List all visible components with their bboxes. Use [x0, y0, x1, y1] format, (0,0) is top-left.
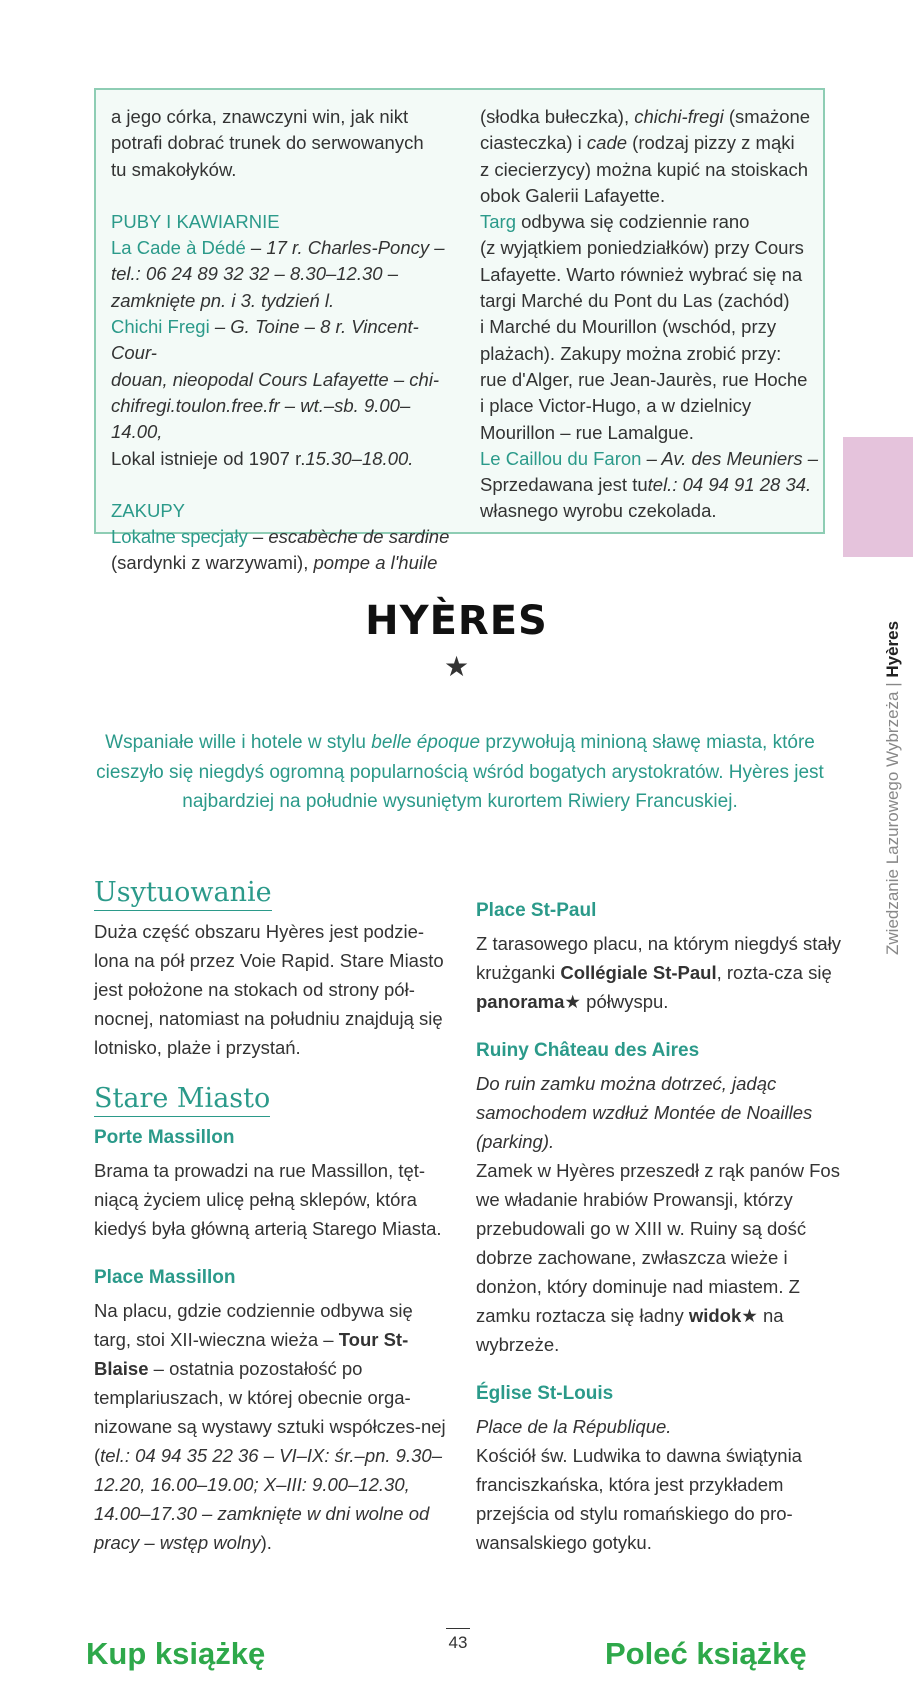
info-line: [111, 314, 451, 367]
page-title: HYÈRES: [365, 598, 548, 644]
info-text-italic: zamknięte pn. i 3. tydzień l.: [111, 289, 335, 311]
body-left-column: [94, 876, 454, 1557]
info-text-italic: pompe a l'huile: [313, 552, 438, 574]
info-text-italic: chichi-fregi: [634, 106, 724, 127]
info-line: [111, 288, 451, 314]
eglise-italic-text: [476, 1412, 846, 1441]
info-line: [480, 288, 820, 314]
stpaul-text-bold: Collégiale St-Paul: [560, 962, 717, 983]
info-text-italic: – 17 r. Charles-Poncy –: [245, 237, 445, 259]
info-line: [480, 446, 820, 472]
subheading-porte-massillon: Porte Massillon: [94, 1127, 235, 1148]
info-line: [480, 393, 820, 419]
info-section-heading: ZAKUPY: [111, 499, 186, 521]
star-rating-icon: ★: [443, 651, 470, 682]
info-text: targi Marché du Pont du Las (zachód): [480, 290, 790, 312]
intro-text-b: przywołują minioną sławę miasta, które cieszyło się niegdyś ogromną popularnością wśród bogatych arystokratów. Hyères jest najbardziej na południe wysuniętym kurortem Riwiery Francuskiej.: [96, 732, 824, 812]
body-right-column: [476, 896, 846, 1557]
info-place-name: Targ: [480, 211, 516, 233]
info-line: [480, 235, 820, 261]
subheading-place-st-paul: Place St-Paul: [476, 900, 597, 921]
info-text: własnego wyrobu czekolada.: [480, 500, 717, 522]
ruiny-text-italic: Do ruin zamku można dotrzeć, jadąc samochodem wzdłuż Montée de Noailles (parking).: [476, 1073, 813, 1152]
info-text: i place Victor-Hugo, a w dzielnicy: [480, 395, 752, 417]
info-text: plażach). Zakupy można zrobić przy:: [480, 342, 782, 364]
info-line: [480, 130, 820, 156]
info-line: [480, 262, 820, 288]
info-box-left-column: [111, 104, 451, 577]
info-line: [111, 235, 451, 261]
info-line: [480, 104, 820, 130]
section-heading-usytuowanie: Usytuowanie: [94, 876, 272, 911]
info-line: [111, 550, 451, 576]
info-line: [111, 498, 451, 524]
info-line: [111, 261, 451, 287]
info-text: z ciecierzycy) można kupić na stoiskach: [480, 158, 808, 180]
info-box: [94, 88, 825, 574]
line-gap: [111, 472, 451, 498]
info-text: (sardynki z warzywami),: [111, 552, 314, 574]
info-line: [480, 341, 820, 367]
ruiny-italic-text: [476, 1069, 846, 1156]
info-line: [111, 209, 451, 235]
info-text-italic: douan, nieopodal Cours Lafayette – chi-: [111, 368, 440, 390]
page-number: 43: [446, 1628, 470, 1653]
intro-text-a: Wspaniałe wille i hotele w stylu: [105, 732, 372, 753]
porte-massillon-text: Brama ta prowadzi na rue Massillon, tęt-niącą życiem ulicę pełną sklepów, która kiedyś była główną arterią Starego Miasta.: [94, 1160, 442, 1239]
info-text-italic: 15.30–18.00.: [305, 447, 414, 469]
info-text: (z wyjątkiem poniedziałków) przy Cours: [480, 237, 804, 259]
info-line: [111, 157, 451, 183]
info-place-name: Chichi Fregi: [111, 316, 210, 338]
ruiny-text: [476, 1156, 846, 1359]
info-text: Lafayette. Warto również wybrać się na: [480, 263, 803, 285]
info-line: [480, 183, 820, 209]
info-text: potrafi dobrać trunek do serwowanych: [111, 132, 424, 154]
running-header-section: Zwiedzanie Lazurowego Wybrzeża: [883, 691, 902, 955]
info-line: [111, 393, 451, 446]
ruiny-text-a: Zamek w Hyères przeszedł z rąk panów Fos we władanie hrabiów Prowansji, którzy przebudowali go w XIII w. Ruiny są dość dobrze zachowane, zwłaszcza wieże i donżon, który dominuje nad miastem. Z zamku roztacza się ładny: [476, 1160, 840, 1326]
place-st-paul-text: [476, 929, 846, 1016]
info-text: Mourillon – rue Lamalgue.: [480, 421, 694, 443]
recommend-book-link[interactable]: Poleć książkę: [605, 1636, 807, 1671]
eglise-text: Kościół św. Ludwika to dawna świątynia franciszkańska, która jest przykładem przejścia od stylu romańskiego do pro-wansalskiego gotyku.: [476, 1445, 802, 1553]
info-text: obok Galerii Lafayette.: [480, 184, 666, 206]
info-text: –: [247, 526, 269, 548]
subheading-eglise-st-louis: Église St-Louis: [476, 1383, 614, 1404]
place-massillon-text: [94, 1296, 454, 1557]
info-line: [480, 314, 820, 340]
ruiny-text-bold: widok: [688, 1305, 742, 1326]
info-text: Lokal istnieje od 1907 r.: [111, 447, 306, 469]
info-text: (słodka bułeczka),: [480, 106, 635, 127]
chapter-tab: [843, 437, 913, 557]
stpaul-text-a: Z tarasowego placu, na którym niegdyś stały krużganki: [476, 933, 842, 983]
star-icon: ★: [741, 1305, 758, 1326]
intro-paragraph: [90, 728, 830, 817]
info-line: [480, 157, 820, 183]
info-line: [111, 104, 451, 130]
info-line: [480, 498, 820, 524]
info-place-name: La Cade à Dédé: [111, 237, 246, 259]
info-text: (smażone: [723, 106, 811, 127]
subheading-ruiny: Ruiny Château des Aires: [476, 1040, 700, 1061]
usytuowanie-text: Duża część obszaru Hyères jest podzie-lona na pół przez Voie Rapid. Stare Miasto jest położone na stokach od strony pół-nocnej, natomiast na południu znajdują się lotnisko, plaże i przystań.: [94, 921, 444, 1058]
info-text: Sprzedawana jest tu: [480, 474, 648, 496]
ruiny-text-c: na wybrzeże.: [476, 1305, 784, 1355]
info-box-right-column: [480, 104, 820, 525]
info-line: [111, 130, 451, 156]
info-text-italic: tel.: 06 24 89 32 32 – 8.30–12.30 –: [111, 263, 398, 285]
info-text-italic: – G. Toine – 8 r. Vincent-Cour-: [111, 316, 419, 364]
running-header-chapter: Hyères: [883, 620, 902, 678]
info-text-italic: – Av. des Meuniers –: [641, 447, 818, 469]
buy-book-link[interactable]: Kup książkę: [86, 1636, 266, 1671]
info-text-italic: tel.: 04 94 91 28 34.: [647, 474, 812, 496]
info-line: [480, 209, 820, 235]
info-line: [111, 446, 451, 472]
stpaul-text-c: , rozta-cza się: [716, 962, 832, 983]
info-place-name: Lokalne specjały: [111, 526, 248, 548]
info-text: odbywa się codziennie rano: [516, 211, 750, 233]
place-text-a: Na placu, gdzie codziennie odbywa się targ, stoi XII-wieczna wieża –: [94, 1300, 413, 1350]
info-text: tu smakołyków.: [111, 158, 237, 180]
info-text: (rodzaj pizzy z mąki: [627, 132, 795, 154]
place-text-d: ).: [260, 1532, 272, 1553]
eglise-text-italic: Place de la République.: [476, 1416, 672, 1437]
running-header-separator: |: [883, 677, 902, 692]
info-line: [480, 367, 820, 393]
section-heading-stare-miasto: Stare Miasto: [94, 1082, 270, 1117]
info-section-heading: PUBY I KAWIARNIE: [111, 210, 280, 232]
info-text: i Marché du Mourillon (wschód, przy: [480, 316, 777, 338]
info-text: a jego córka, znawczyni win, jak nikt: [111, 106, 409, 127]
stpaul-text-e: półwyspu.: [581, 991, 669, 1012]
info-line: [111, 367, 451, 393]
info-text: rue d'Alger, rue Jean-Jaurès, rue Hoche: [480, 368, 808, 390]
info-line: [111, 524, 451, 550]
place-text-c: – ostatnia pozostałość po templariuszach, w której obecnie orga-nizowane są wystawy sztuki współczes-nej (: [94, 1358, 446, 1466]
info-place-name: Le Caillou du Faron: [480, 447, 642, 469]
info-line: [480, 420, 820, 446]
intro-text-italic: belle époque: [371, 732, 481, 753]
info-text-italic: cade: [586, 132, 628, 154]
info-text: ciasteczka) i: [480, 132, 587, 154]
info-line: [480, 472, 820, 498]
line-gap: [111, 183, 451, 209]
star-icon: ★: [564, 991, 582, 1012]
subheading-place-massillon: Place Massillon: [94, 1267, 236, 1288]
info-text-italic: chifregi.toulon.free.fr – wt.–sb. 9.00–14.00,: [111, 394, 411, 443]
place-text-bold: Tour St-Blaise: [94, 1329, 409, 1379]
place-text-italic: tel.: 04 94 35 22 36 – VI–IX: śr.–pn. 9.30–12.20, 16.00–19.00; X–III: 9.00–12.30, 14.00–17.30 – zamknięte w dni wolne od pracy – wstęp wolny: [94, 1445, 442, 1553]
info-text-italic: escabèche de sardine: [268, 526, 450, 548]
stpaul-text-panorama: panorama: [476, 991, 565, 1012]
